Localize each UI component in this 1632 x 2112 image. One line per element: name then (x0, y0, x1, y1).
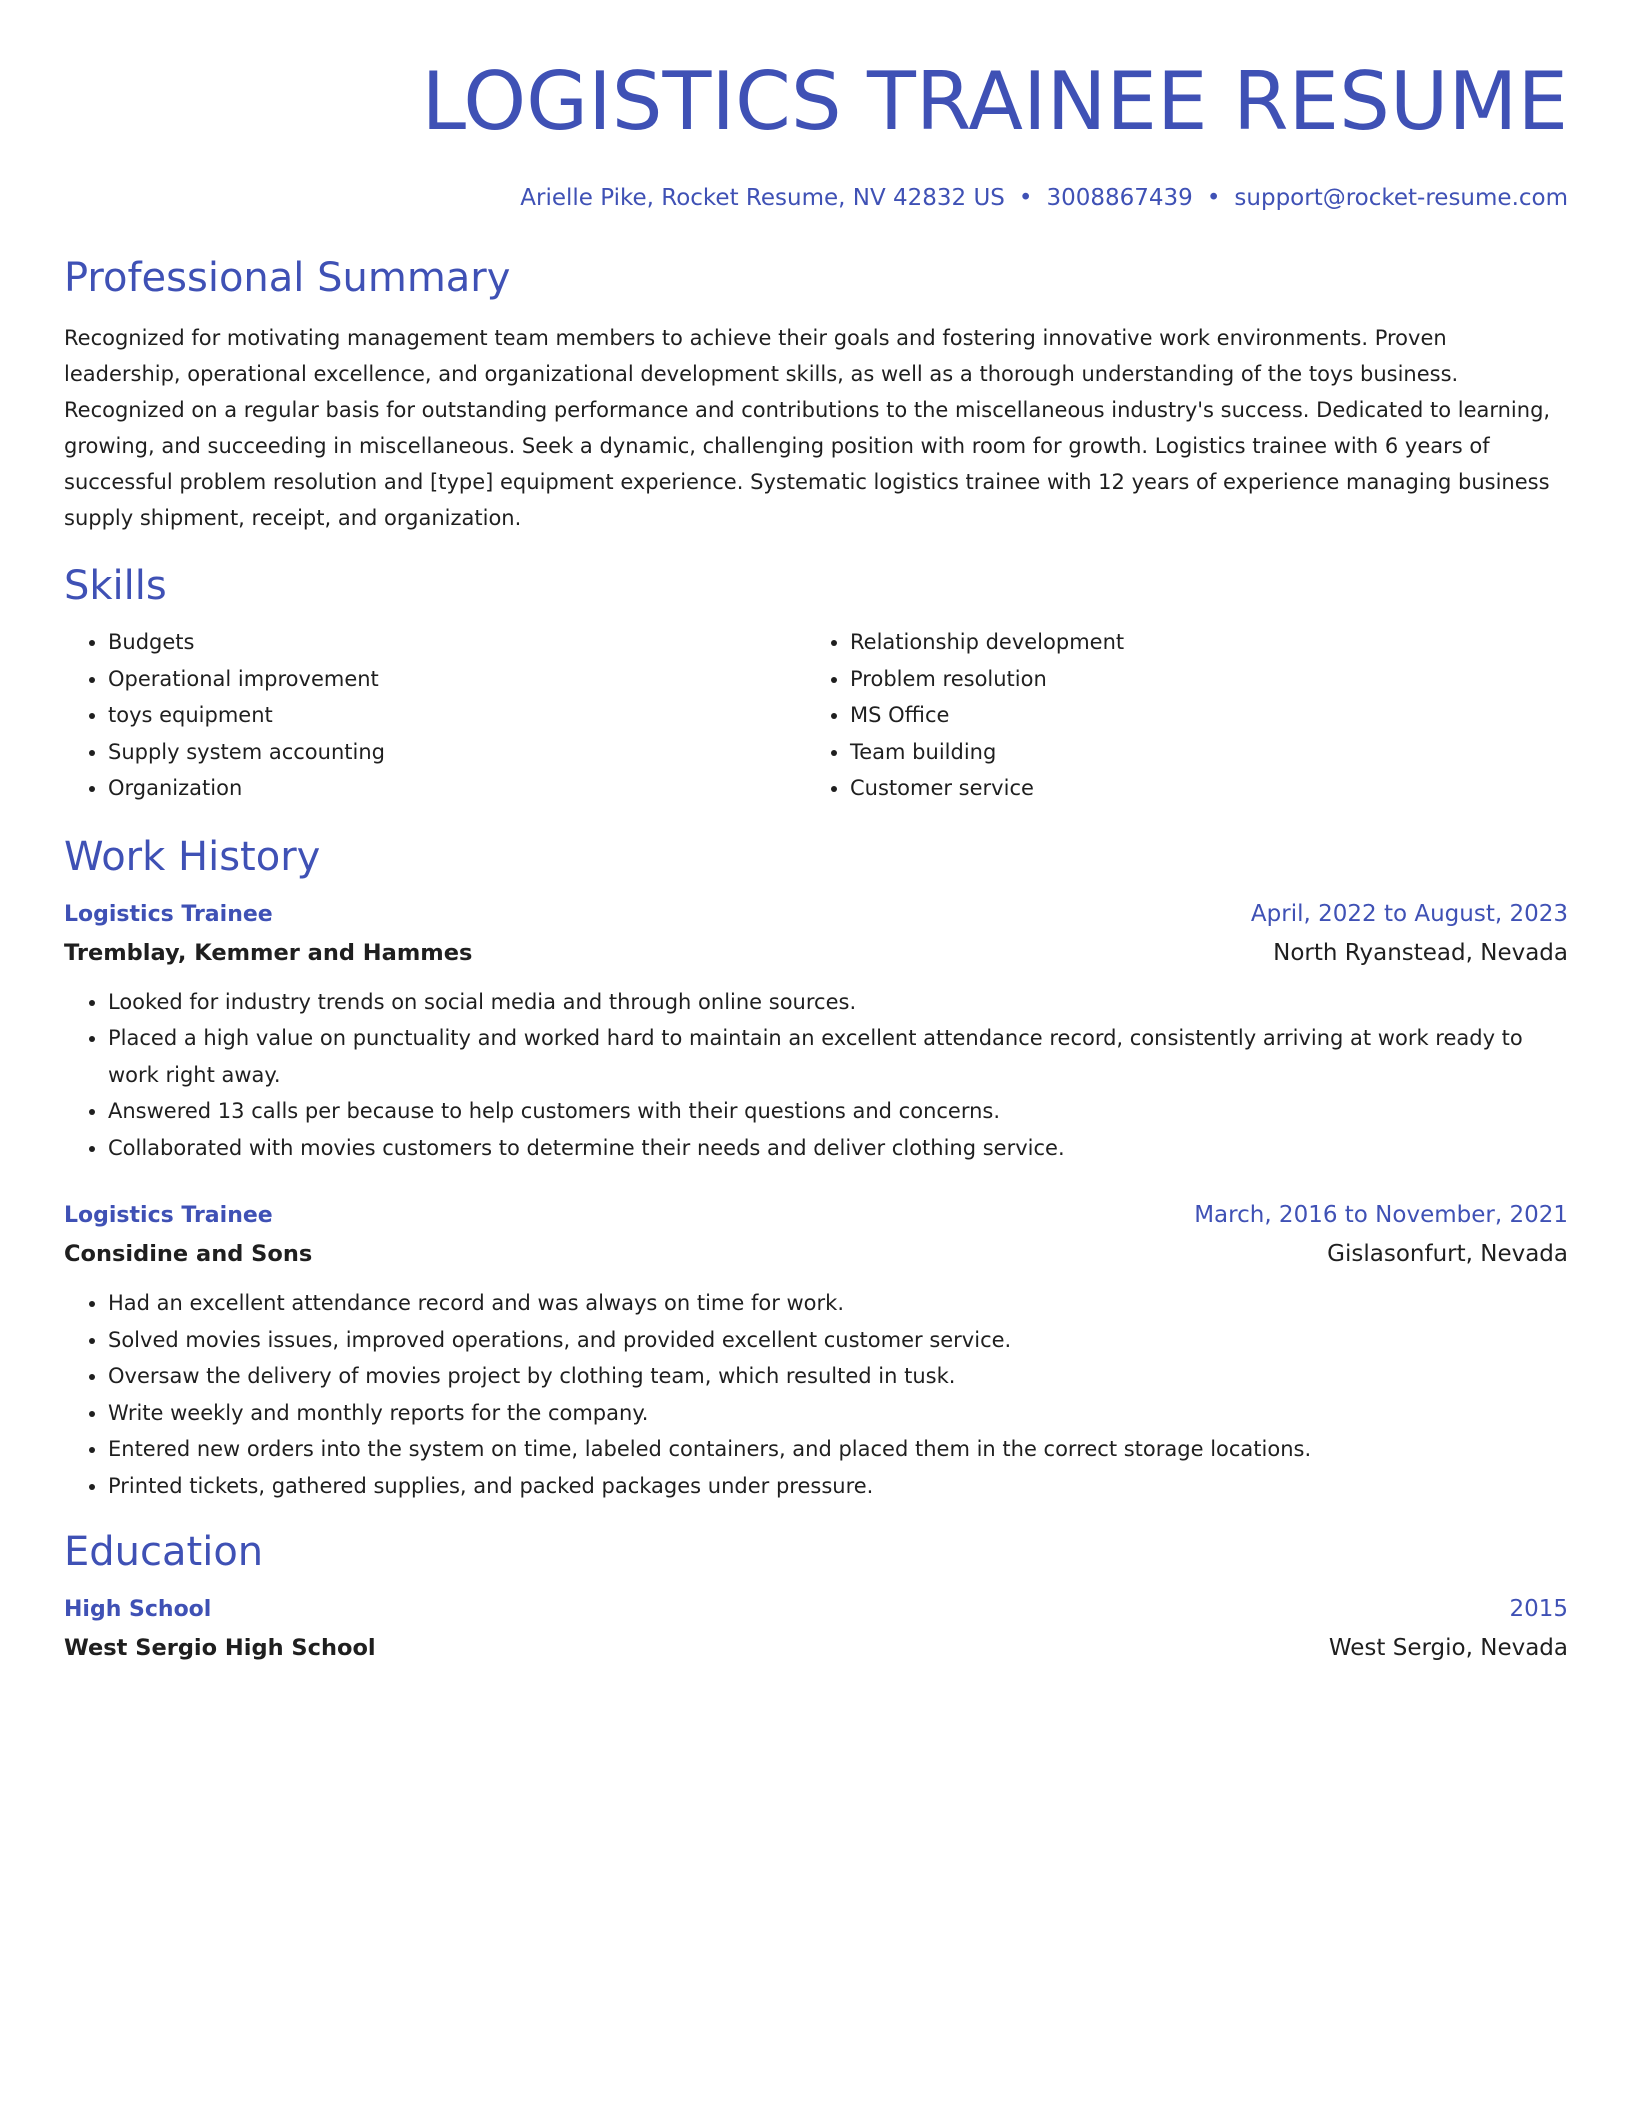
skill-item: • Operational improvement (108, 661, 806, 698)
job-bullet: • Answered 13 calls per because to help customers with their questions and concerns. (108, 1093, 1568, 1130)
contact-separator: • (1206, 185, 1221, 211)
contact-phone: 3008867439 (1046, 185, 1193, 211)
skills-column-right (806, 624, 1548, 807)
job-bullet: • Oversaw the delivery of movies project by clothing team, which resulted in tusk. (108, 1358, 1568, 1395)
job-title: Logistics Trainee (64, 1203, 273, 1228)
skill-item: • Customer service (850, 770, 1548, 807)
resume-title: LOGISTICS TRAINEE RESUME (421, 55, 1568, 148)
education-heading: Education (64, 1529, 264, 1575)
skill-item: • toys equipment (108, 697, 806, 734)
skill-item: • Relationship development (850, 624, 1548, 661)
skill-item: • Supply system accounting (108, 734, 806, 771)
job-title: Logistics Trainee (64, 901, 273, 927)
skill-item: • Organization (108, 770, 806, 807)
job-location: Gislasonfurt, Nevada (1327, 1241, 1568, 1267)
job-entry (64, 1196, 1568, 1504)
education-degree: High School (64, 1597, 212, 1622)
job-bullet: • Collaborated with movies customers to determine their needs and deliver clothing service. (108, 1130, 1568, 1167)
job-dates: March, 2016 to November, 2021 (1194, 1202, 1568, 1228)
job-header-row (64, 895, 1568, 934)
job-bullet: • Write weekly and monthly reports for the company. (108, 1395, 1568, 1432)
job-bullets (64, 1285, 1568, 1504)
skills-column-left (64, 624, 806, 807)
skill-item: • Budgets (108, 624, 806, 661)
skills-list (64, 624, 1568, 807)
job-entry (64, 895, 1568, 1167)
job-bullets (64, 984, 1568, 1167)
education-location: West Sergio, Nevada (1328, 1635, 1568, 1661)
education-school: West Sergio High School (64, 1635, 376, 1661)
skill-item: • Team building (850, 734, 1548, 771)
job-bullet: • Printed tickets, gathered supplies, and packed packages under pressure. (108, 1468, 1568, 1505)
job-company-row (64, 1235, 1568, 1273)
contact-email: support@rocket-resume.com (1234, 185, 1568, 211)
job-company: Tremblay, Kemmer and Hammes (64, 939, 473, 966)
skill-item: • MS Office (850, 697, 1548, 734)
job-bullet: • Entered new orders into the system on time, labeled containers, and placed them in the correct storage locations. (108, 1431, 1568, 1468)
job-bullet: • Placed a high value on punctuality and worked hard to maintain an excellent attendance record, consistently arriving at work ready to work right away. (108, 1020, 1568, 1093)
work-history-heading: Work History (64, 833, 321, 880)
education-year: 2015 (1509, 1596, 1568, 1622)
education-header-row (64, 1590, 1568, 1629)
contact-separator: • (1018, 185, 1033, 211)
job-company: Considine and Sons (64, 1241, 313, 1267)
job-company-row (64, 934, 1568, 972)
contact-line (64, 182, 1568, 214)
job-location: North Ryanstead, Nevada (1273, 939, 1568, 966)
education-entry (64, 1590, 1568, 1667)
summary-text: Recognized for motivating management team members to achieve their goals and fostering innovative work environments. Proven leadership, operational excellence, and organizational development skills, as well as a thorough understanding of the toys business. Recognized on a regular basis for outstanding performance and contributions to the miscellaneous industry's success. Dedicated to learning, growing, and succeeding in miscellaneous. Seek a dynamic, challenging position with room for growth. Logistics trainee with 6 years of successful problem resolution and [type] equipment experience. Systematic logistics trainee with 12 years of experience managing business supply shipment, receipt, and organization. (64, 326, 1551, 530)
contact-address: Arielle Pike, Rocket Resume, NV 42832 US (520, 185, 1005, 211)
job-bullet: • Had an excellent attendance record and was always on time for work. (108, 1285, 1568, 1322)
skill-item: • Problem resolution (850, 661, 1548, 698)
job-dates: April, 2022 to August, 2023 (1250, 900, 1568, 927)
job-header-row (64, 1196, 1568, 1235)
resume-page (64, 0, 1568, 1667)
job-bullet: • Looked for industry trends on social media and through online sources. (108, 984, 1568, 1021)
job-bullet: • Solved movies issues, improved operations, and provided excellent customer service. (108, 1322, 1568, 1359)
education-school-row (64, 1629, 1568, 1667)
summary-heading: Professional Summary (64, 255, 511, 301)
skills-heading: Skills (64, 563, 167, 609)
